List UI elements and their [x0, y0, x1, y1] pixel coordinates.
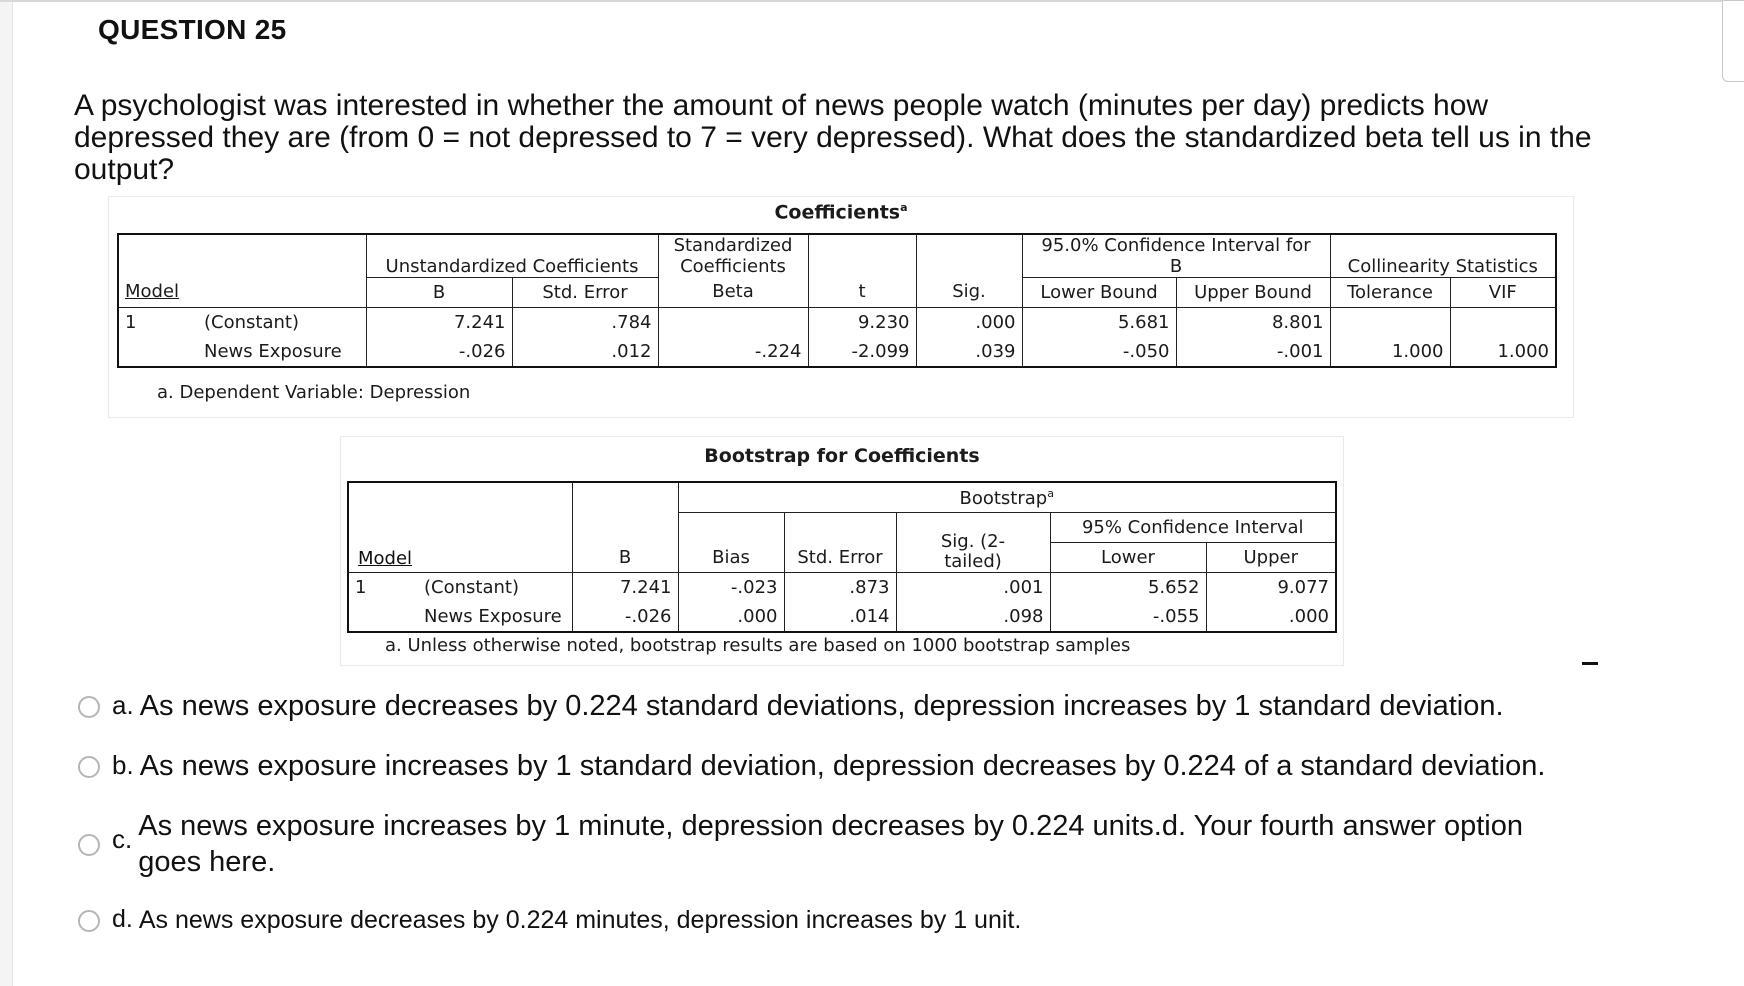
cell-upper: 9.077 [1206, 573, 1336, 603]
table-row [118, 337, 1556, 367]
bs-bias-top [678, 513, 784, 543]
cell-b: 7.241 [366, 307, 512, 337]
cell-bias: -.023 [678, 573, 784, 603]
option-text: As news exposure decreases by 0.224 standard deviations, depression increases by 1 standard deviation. [139, 690, 1504, 722]
bs-upper-header: Upper [1206, 543, 1336, 573]
option-d[interactable] [78, 902, 1021, 938]
option-letter: b. [112, 750, 134, 780]
ci-group-header: 95.0% Confidence Interval for B [1022, 234, 1330, 277]
bs-se-header: Std. Error [784, 543, 896, 573]
cell-lower: 5.681 [1022, 307, 1176, 337]
cell-se: .873 [784, 573, 896, 603]
cell-t: 9.230 [808, 307, 916, 337]
cell-vif: 1.000 [1450, 337, 1556, 367]
cell-lower: -.050 [1022, 337, 1176, 367]
row-name: (Constant) [418, 573, 572, 603]
unstd-group-header: Unstandardized Coefficients [366, 234, 658, 277]
t-header-top [808, 234, 916, 277]
option-letter: c. [112, 824, 133, 854]
sig-header: Sig. [916, 277, 1022, 307]
dash-mark [1582, 662, 1598, 665]
cell-b: -.026 [366, 337, 512, 367]
bs-ci-group-header: 95% Confidence Interval [1050, 513, 1336, 543]
coefficients-footnote: a. Dependent Variable: Depression [157, 382, 471, 403]
model-number: 1 [118, 307, 198, 337]
page-left-border [0, 0, 13, 986]
bs-sig-header: Sig. (2- tailed) [896, 513, 1050, 573]
bootstrap-footnote: a. Unless otherwise noted, bootstrap results are based on 1000 bootstrap samples [385, 635, 1131, 656]
beta-header: Beta [658, 277, 808, 307]
bootstrap-table [347, 481, 1337, 633]
option-a[interactable] [78, 688, 1504, 724]
tolerance-header: Tolerance [1330, 277, 1450, 307]
option-letter: a. [112, 690, 134, 720]
option-text: As news exposure decreases by 0.224 minutes, depression increases by 1 unit. [138, 906, 1022, 934]
table-row [348, 602, 1336, 632]
table-row [118, 307, 1556, 337]
cell-sig: .001 [896, 573, 1050, 603]
coefficients-output-panel [108, 196, 1574, 418]
option-b[interactable] [78, 748, 1545, 784]
cell-upper: -.001 [1176, 337, 1330, 367]
std-group-header: Standardized Coefficients [658, 234, 808, 277]
collin-group-header: Collinearity Statistics [1330, 234, 1556, 277]
option-letter: d. [112, 905, 133, 933]
bs-model-empty [348, 602, 418, 632]
cell-beta: -.224 [658, 337, 808, 367]
radio-d[interactable] [78, 910, 100, 932]
cell-lower: -.055 [1050, 602, 1206, 632]
option-text: As news exposure increases by 1 minute, depression decreases by 0.224 units.d. Your fourth answer option goes here. [138, 810, 1523, 878]
cell-se: .014 [784, 602, 896, 632]
radio-a[interactable] [78, 696, 100, 718]
option-text: As news exposure increases by 1 standard deviation, depression decreases by 0.224 of a standard deviation. [139, 750, 1546, 782]
page-top-divider [0, 0, 1744, 2]
bs-b-header-top [572, 482, 678, 543]
std-error-header: Std. Error [512, 277, 658, 307]
radio-b[interactable] [78, 756, 100, 778]
cell-se: .784 [512, 307, 658, 337]
cell-sig: .039 [916, 337, 1022, 367]
bs-model-label: Model [358, 548, 413, 569]
cell-upper: .000 [1206, 602, 1336, 632]
radio-c[interactable] [78, 834, 100, 856]
vif-header: VIF [1450, 277, 1556, 307]
cell-b: 7.241 [572, 573, 678, 603]
coefficients-title: Coefficients$^a$ [774, 201, 908, 224]
bs-b-header: B [572, 543, 678, 573]
row-name: News Exposure [198, 337, 366, 367]
bootstrap-title: Bootstrap for Coefficients [704, 445, 980, 467]
cell-sig: .000 [916, 307, 1022, 337]
cell-vif [1450, 307, 1556, 337]
question-title: QUESTION 25 [98, 14, 287, 45]
cell-b: -.026 [572, 602, 678, 632]
lower-bound-header: Lower Bound [1022, 277, 1176, 307]
bs-bias-header: Bias [678, 543, 784, 573]
bootstrap-group-header: Bootstrap$^a$ [678, 482, 1336, 513]
model-label: Model [118, 277, 366, 307]
row-name: News Exposure [418, 602, 572, 632]
cell-tolerance: 1.000 [1330, 337, 1450, 367]
cell-upper: 8.801 [1176, 307, 1330, 337]
row-name: (Constant) [204, 311, 299, 333]
side-panel-tab[interactable] [1722, 0, 1744, 82]
model-number-empty [118, 337, 198, 367]
sig-header-top [916, 234, 1022, 277]
cell-bias: .000 [678, 602, 784, 632]
bootstrap-output-panel [340, 436, 1344, 666]
option-c[interactable] [78, 808, 1578, 880]
bs-model-number: 1 [348, 573, 418, 603]
b-header: B [366, 277, 512, 307]
cell-beta [658, 307, 808, 337]
coefficients-table [117, 233, 1557, 368]
cell-tolerance [1330, 307, 1450, 337]
cell-t: -2.099 [808, 337, 916, 367]
model-header [118, 234, 366, 277]
table-row [348, 573, 1336, 603]
cell-sig: .098 [896, 602, 1050, 632]
bs-se-top [784, 513, 896, 543]
bs-lower-header: Lower [1050, 543, 1206, 573]
t-header: t [808, 277, 916, 307]
cell-se: .012 [512, 337, 658, 367]
upper-bound-header: Upper Bound [1176, 277, 1330, 307]
question-text: A psychologist was interested in whether the amount of news people watch (minutes per day) predicts how depressed they are (from 0 = not depressed to 7 = very depressed). What does the standardized beta tell us in the output? [74, 89, 1592, 186]
cell-lower: 5.652 [1050, 573, 1206, 603]
